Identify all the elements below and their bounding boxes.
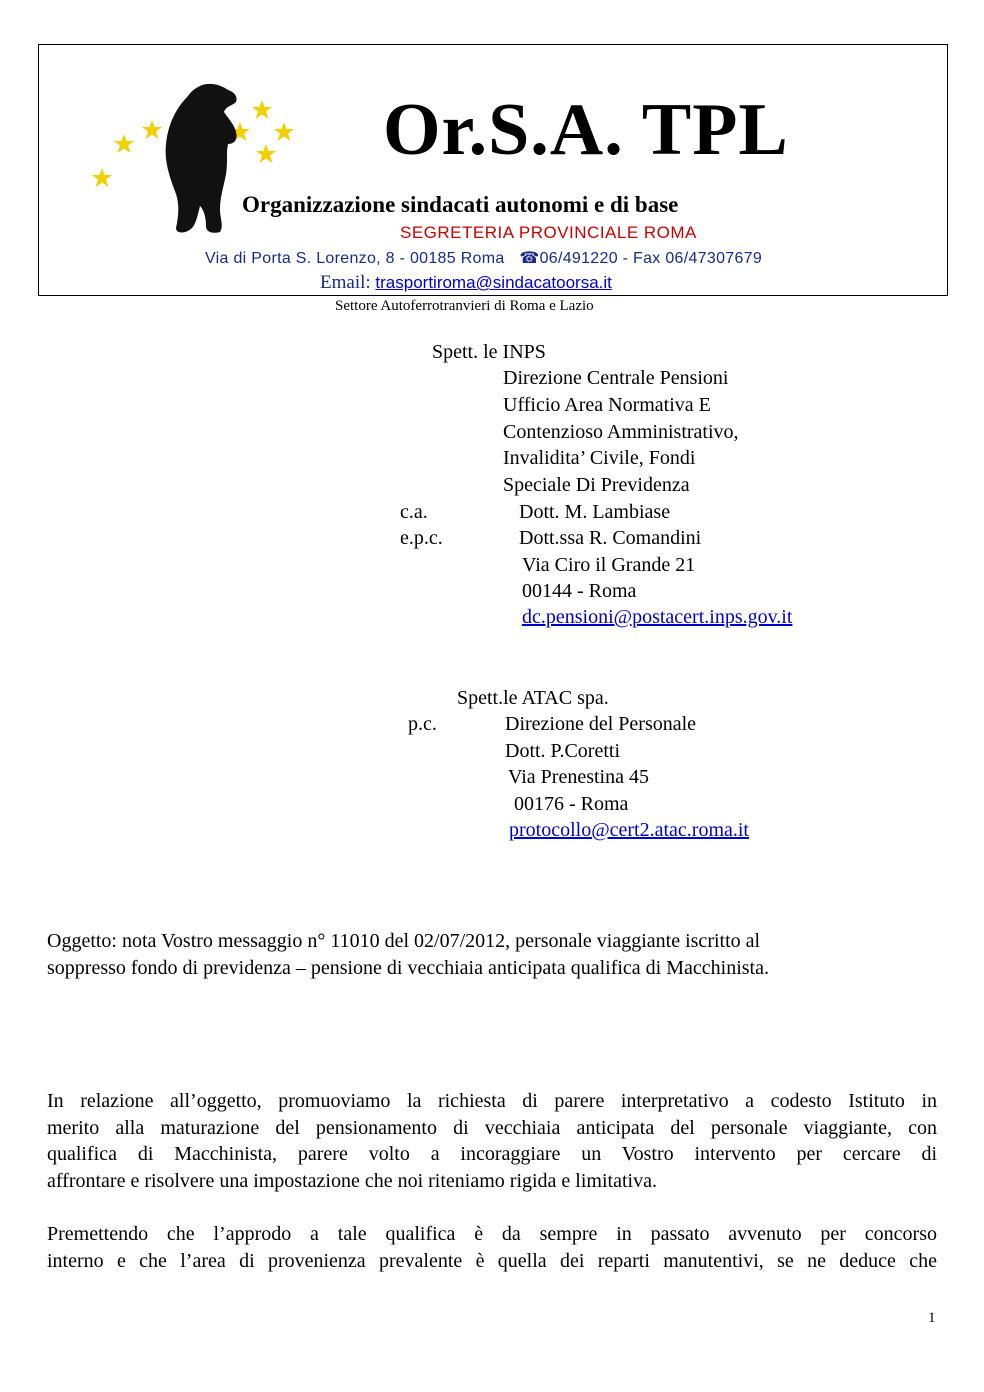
- email-line: [320, 272, 612, 294]
- paragraph-line: qualifica di Macchinista, parere volto a incoraggiare un Vostro intervento per cercare di: [47, 1143, 937, 1165]
- inps-salutation: Spett. le INPS: [432, 341, 546, 363]
- body-paragraph-1: [47, 1088, 937, 1194]
- inps-city: 00144 - Roma: [522, 580, 637, 602]
- page-number: 1: [928, 1310, 936, 1326]
- ca-label: c.a.: [400, 501, 428, 523]
- telephone-icon: ☎: [519, 250, 540, 267]
- bear-icon: [166, 84, 237, 233]
- atac-email-link[interactable]: protocollo@cert2.atac.roma.it: [509, 819, 749, 841]
- atac-name: Dott. P.Coretti: [505, 740, 621, 762]
- epc-label: e.p.c.: [400, 527, 443, 549]
- inps-email: [522, 607, 792, 627]
- atac-city: 00176 - Roma: [514, 793, 629, 815]
- atac-street: Via Prenestina 45: [508, 766, 649, 788]
- inps-line: Ufficio Area Normativa E: [503, 394, 711, 416]
- paragraph-line: In relazione all’oggetto, promuoviamo la richiesta di parere interpretativo a codesto Istituto in: [47, 1090, 937, 1112]
- email-label: Email:: [320, 272, 371, 293]
- atac-email: [509, 820, 749, 840]
- paragraph-line: merito alla maturazione del pensionamento di vecchiaia anticipata del personale viaggiante, con: [47, 1116, 937, 1139]
- subject-line: soppresso fondo di previdenza – pensione di vecchiaia anticipata qualifica di Macchinista.: [47, 957, 769, 979]
- contact-line: [205, 248, 762, 268]
- inps-line: Direzione Centrale Pensioni: [503, 367, 729, 389]
- address: Via di Porta S. Lorenzo, 8 - 00185 Roma: [205, 250, 505, 267]
- sector-line: Settore Autoferrotranvieri di Roma e Lazio: [335, 298, 594, 314]
- paragraph-line: interno e che l’area di provenienza prevalente è quella dei reparti manutentivi, se ne deduce che: [47, 1249, 937, 1272]
- organization-name: Organizzazione sindacati autonomi e di base: [242, 192, 679, 217]
- inps-email-link[interactable]: dc.pensioni@postacert.inps.gov.it: [522, 606, 793, 628]
- body-paragraph-2: [47, 1221, 937, 1274]
- email-link[interactable]: trasportiroma@sindacatoorsa.it: [375, 273, 612, 292]
- paragraph-line: Premettendo che l’approdo a tale qualifica è da sempre in passato avvenuto per concorso: [47, 1223, 937, 1245]
- ca-name: Dott. M. Lambiase: [519, 501, 671, 523]
- phone-fax: 06/491220 - Fax 06/47307679: [539, 250, 763, 267]
- pc-label: p.c.: [408, 713, 437, 735]
- inps-line: Speciale Di Previdenza: [503, 474, 690, 496]
- epc-name: Dott.ssa R. Comandini: [519, 527, 702, 549]
- atac-salutation: Spett.le ATAC spa.: [457, 687, 609, 709]
- paragraph-line: affrontare e risolvere una impostazione che noi riteniamo rigida e limitativa.: [47, 1169, 657, 1192]
- brand-title: Or.S.A. TPL: [383, 89, 789, 171]
- segreteria-label: SEGRETERIA PROVINCIALE ROMA: [400, 223, 697, 242]
- inps-line: Contenzioso Amministrativo,: [503, 421, 739, 443]
- inps-line: Invalidita’ Civile, Fondi: [503, 447, 696, 469]
- atac-dept: Direzione del Personale: [505, 713, 697, 735]
- subject-line: Oggetto: nota Vostro messaggio n° 11010 del 02/07/2012, personale viaggiante iscritto al: [47, 930, 761, 952]
- inps-street: Via Ciro il Grande 21: [522, 554, 696, 576]
